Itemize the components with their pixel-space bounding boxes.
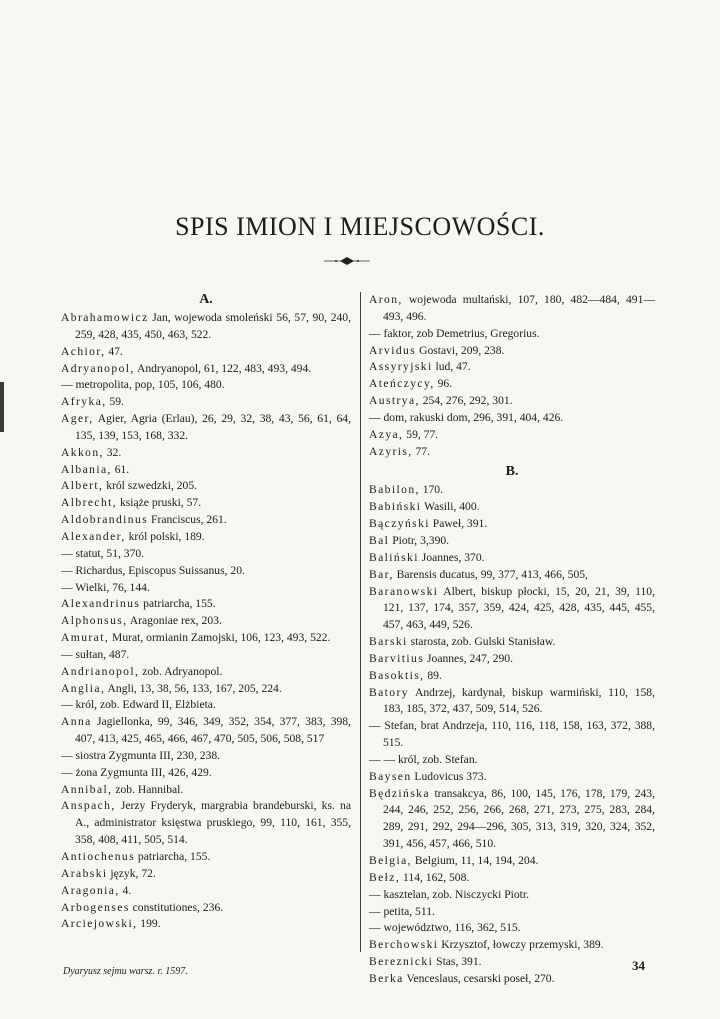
index-entry xyxy=(61,714,351,748)
scan-edge-mark xyxy=(0,382,4,432)
index-entry xyxy=(61,462,351,479)
entry-headword: Arvidus xyxy=(369,343,417,357)
left-column xyxy=(61,292,351,933)
index-entry xyxy=(369,343,655,360)
entry-text: Albert, biskup płocki, 15, 20, 21, 39, 110, 121, 137, 174, 357, 359, 424, 425, 428, 435, 445, 455, 457, 463, 449, 526. xyxy=(383,584,655,632)
entry-text: 61. xyxy=(111,462,130,476)
entry-text: Piotr, 3,390. xyxy=(389,533,450,547)
index-entry xyxy=(369,887,655,904)
entry-headword: Albert, xyxy=(61,479,104,493)
entry-headword: Basoktis, xyxy=(369,668,425,682)
entry-text: Jan, wojewoda smoleński 56, 57, 90, 240, 259, 428, 435, 450, 463, 522. xyxy=(75,311,351,341)
entry-text: lud, 47. xyxy=(432,360,471,374)
entry-text: 77. xyxy=(412,444,430,458)
index-entry xyxy=(369,292,655,326)
entry-text: — Wielki, 76, 144. xyxy=(61,580,150,594)
entry-text: wojewoda multański, 107, 180, 482—484, 491—493, 496. xyxy=(383,293,655,323)
entry-headword: Bączyński xyxy=(369,517,430,531)
entry-headword: Anglia, xyxy=(61,681,106,695)
entry-headword: Achior, xyxy=(61,344,106,358)
entry-headword: Batory xyxy=(369,685,409,699)
index-entry xyxy=(61,866,351,883)
index-entry xyxy=(369,971,655,988)
entry-text: Wasili, 400. xyxy=(421,500,480,514)
entry-text: — Stefan, brat Andrzeja, 110, 116, 118, 158, 163, 372, 388, 515. xyxy=(369,719,655,750)
index-entry xyxy=(369,685,655,719)
column-divider xyxy=(360,292,361,952)
entry-text: Venceslaus, cesarski poseł, 270. xyxy=(403,971,555,985)
entry-headword: Abrahamowicz xyxy=(61,311,149,324)
index-entry xyxy=(61,529,351,546)
index-entry xyxy=(61,916,351,933)
entry-text: Joannes, 370. xyxy=(418,550,485,564)
entry-headword: Albania, xyxy=(61,462,112,476)
entry-text: 59. xyxy=(106,395,124,409)
index-entry xyxy=(369,533,655,550)
entry-text: 89. xyxy=(424,668,442,682)
entries-right-b xyxy=(369,482,655,987)
entry-headword: Barvitius xyxy=(369,651,425,665)
entry-text: Murat, ormianin Zamojski, 106, 123, 493, 522. xyxy=(109,631,331,645)
entry-headword: Bełz, xyxy=(369,870,401,884)
entry-headword: Baranowski xyxy=(369,584,439,598)
entry-headword: Alphonsus, xyxy=(61,614,128,628)
entry-text: starosta, zob. Gulski Stanisław. xyxy=(407,635,556,649)
index-entry xyxy=(61,798,351,849)
index-entry xyxy=(369,444,655,461)
entry-text: 254, 276, 292, 301. xyxy=(419,394,513,408)
entry-text: Paweł, 391. xyxy=(429,517,488,531)
entry-text: król szwedzki, 205. xyxy=(103,479,198,493)
index-entry xyxy=(369,326,655,343)
entry-text: Joannes, 247, 290. xyxy=(424,651,513,665)
index-entry xyxy=(369,786,655,853)
entry-text: Ludovicus 373. xyxy=(411,769,487,783)
entry-text: zob. Adryanopol. xyxy=(139,664,223,678)
entry-headword: Aron, xyxy=(369,293,403,306)
entry-headword: Bal xyxy=(369,533,390,547)
entry-headword: Akkon, xyxy=(61,445,104,459)
index-entry xyxy=(369,393,655,410)
index-entry xyxy=(61,647,351,664)
index-entry xyxy=(61,748,351,765)
index-entry xyxy=(369,567,655,584)
page-number: 34 xyxy=(632,958,645,973)
index-entry xyxy=(61,681,351,698)
entries-right-a xyxy=(369,292,655,460)
index-entry xyxy=(369,920,655,937)
entry-text: 4. xyxy=(119,883,132,897)
entry-headword: Ateńczycy, xyxy=(369,377,435,391)
index-entry xyxy=(61,310,351,344)
entry-headword: Assyryjski xyxy=(369,360,433,374)
index-entry xyxy=(61,782,351,799)
index-entry xyxy=(61,697,351,714)
entry-text: patriarcha, 155. xyxy=(135,850,211,863)
index-entry xyxy=(369,634,655,651)
index-entry xyxy=(61,512,351,529)
entry-headword: Arciejowski, xyxy=(61,917,138,931)
entry-headword: Berka xyxy=(369,971,404,985)
entry-text: 59, 77. xyxy=(403,427,439,441)
entry-headword: Adryanopol, xyxy=(61,361,135,375)
entry-text: — faktor, zob Demetrius, Gregorius. xyxy=(369,326,540,340)
entry-text: 114, 162, 508. xyxy=(400,870,470,884)
index-entry xyxy=(369,482,655,499)
entry-headword: Arbogenses xyxy=(61,900,130,914)
index-entry xyxy=(61,883,351,900)
entry-text: 32. xyxy=(103,445,122,459)
index-entry xyxy=(369,359,655,376)
entry-text: — dom, rakuski dom, 296, 391, 404, 426. xyxy=(369,410,564,424)
entry-headword: Belgia, xyxy=(369,854,412,867)
entry-text: Stas, 391. xyxy=(433,955,482,969)
index-entry xyxy=(369,410,655,427)
index-entry xyxy=(369,651,655,668)
entry-text: Agier, Agria (Erlau), 26, 29, 32, 38, 43, 56, 61, 64, 135, 139, 153, 168, 332. xyxy=(75,412,351,442)
entry-headword: Barski xyxy=(369,635,408,649)
index-entry xyxy=(369,550,655,567)
entries-left xyxy=(61,310,351,933)
entry-text: constitutiones, 236. xyxy=(129,900,224,914)
index-entry xyxy=(61,344,351,361)
source-footnote: Dyaryusz sejmu warsz. r. 1597. xyxy=(63,966,188,977)
ornament-divider xyxy=(322,256,372,266)
index-entry xyxy=(369,853,655,870)
entry-headword: Austrya, xyxy=(369,394,420,408)
entry-text: 199. xyxy=(137,917,161,931)
index-entry xyxy=(369,499,655,516)
entry-text: Belgium, 11, 14, 194, 204. xyxy=(411,854,539,867)
index-entry xyxy=(61,495,351,512)
entry-text: — województwo, 116, 362, 515. xyxy=(369,921,521,935)
entry-headword: Ager, xyxy=(61,412,94,426)
entry-text: 170. xyxy=(419,483,443,497)
index-entry xyxy=(61,445,351,462)
entry-text: Barensis ducatus, 99, 377, 413, 466, 505, xyxy=(393,567,588,581)
entry-headword: Andrianopol, xyxy=(61,664,140,678)
entry-headword: Arabski xyxy=(61,866,108,880)
entry-text: Gostavi, 209, 238. xyxy=(416,343,505,357)
index-entry xyxy=(369,752,655,769)
index-entry xyxy=(61,411,351,445)
index-entry xyxy=(369,376,655,393)
entry-headword: Bar, xyxy=(369,567,394,581)
index-entry xyxy=(61,580,351,597)
page-title: SPIS IMION I MIEJSCOWOŚCI. xyxy=(175,212,545,241)
index-entry xyxy=(61,613,351,630)
entry-text: — — król, zob. Stefan. xyxy=(369,752,478,766)
index-entry xyxy=(61,394,351,411)
entry-headword: Aldobrandinus xyxy=(61,513,149,527)
entry-headword: Afryka, xyxy=(61,395,107,409)
index-entry xyxy=(369,904,655,921)
entry-headword: Azyris, xyxy=(369,444,413,458)
index-entry xyxy=(369,870,655,887)
entry-text: transakcya, 86, 100, 145, 176, 178, 179, 243, 244, 246, 252, 256, 266, 268, 271, 273, 275, 283, 284, 289, 291, 292, 294—296, 305, 313, 319, 320, 324, 352, 391, 456, 457, 466, 510. xyxy=(383,786,655,851)
entry-text: — król, zob. Edward II, Elżbieta. xyxy=(61,698,216,712)
entry-text: 96. xyxy=(434,377,453,391)
entry-text: 47. xyxy=(105,344,123,358)
entry-text: — żona Zygmunta III, 426, 429. xyxy=(61,765,212,779)
index-entry xyxy=(369,937,655,954)
index-entry xyxy=(369,584,655,635)
index-entry xyxy=(61,596,351,613)
entry-text: patriarcha, 155. xyxy=(140,597,216,611)
index-entry xyxy=(61,900,351,917)
entry-headword: Babilon, xyxy=(369,483,420,497)
index-entry xyxy=(369,769,655,786)
entry-text: Jagiellonka, 99, 346, 349, 352, 354, 377, 383, 398, 407, 413, 425, 465, 466, 467, 470, 505, 506, 508, 517 xyxy=(75,715,351,746)
entry-headword: Baliński xyxy=(369,550,419,564)
index-entry xyxy=(369,427,655,444)
entry-text: Angli, 13, 38, 56, 133, 167, 205, 224. xyxy=(105,681,282,695)
index-entry xyxy=(61,630,351,647)
entry-text: zob. Hannibal. xyxy=(112,782,184,796)
entry-text: — sułtan, 487. xyxy=(61,647,130,661)
index-entry xyxy=(61,765,351,782)
entry-headword: Alexander, xyxy=(61,529,126,543)
index-entry xyxy=(369,516,655,533)
index-entry xyxy=(61,546,351,563)
index-entry xyxy=(61,478,351,495)
index-entry xyxy=(61,377,351,394)
entry-headword: Babiński xyxy=(369,500,422,514)
entry-text: — Richardus, Episcopus Suissanus, 20. xyxy=(61,563,245,577)
right-column xyxy=(369,292,655,988)
index-entry xyxy=(61,563,351,580)
entry-headword: Anspach, xyxy=(61,799,116,813)
section-letter-b: B. xyxy=(505,464,519,480)
section-letter-a: A. xyxy=(199,292,213,307)
entry-text: Jerzy Fryderyk, margrabia brandeburski, ks. na A., administrator księstwa pruskiego, 99, 110, 161, 355, 358, 408, 411, 505, 514. xyxy=(75,799,351,847)
entry-text: — statut, 51, 370. xyxy=(61,546,145,560)
index-entry xyxy=(61,849,351,866)
index-entry xyxy=(369,718,655,752)
entry-headword: Bereznicki xyxy=(369,955,434,969)
entry-headword: Baysen xyxy=(369,769,412,783)
entry-text: Andrzej, kardynał, biskup warmiński, 110, 158, 183, 185, 372, 437, 509, 514, 526. xyxy=(383,685,655,716)
entry-text: Andryanopol, 61, 122, 483, 493, 494. xyxy=(134,361,312,375)
entry-headword: Azya, xyxy=(369,427,404,441)
index-entry xyxy=(61,361,351,378)
entry-headword: Annibal, xyxy=(61,782,113,796)
entry-headword: Aragonia, xyxy=(61,883,120,897)
entry-text: — petita, 511. xyxy=(369,904,435,918)
entry-text: język, 72. xyxy=(107,866,156,880)
index-entry xyxy=(61,664,351,681)
entry-text: Krzysztof, łowczy przemyski, 389. xyxy=(438,938,604,952)
index-entry xyxy=(369,668,655,685)
entry-headword: Albrecht, xyxy=(61,496,118,510)
entry-text: król polski, 189. xyxy=(125,529,205,543)
entry-text: — kasztelan, zob. Nisczycki Piotr. xyxy=(369,887,530,901)
entry-headword: Będzińska xyxy=(369,786,430,800)
entry-headword: Amurat, xyxy=(61,631,110,645)
entry-text: Aragoniae rex, 203. xyxy=(127,614,222,628)
entry-text: książe pruski, 57. xyxy=(117,496,202,510)
index-entry xyxy=(369,954,655,971)
entry-headword: Anna xyxy=(61,715,92,729)
entry-headword: Berchowski xyxy=(369,938,439,952)
entry-text: — siostra Zygmunta III, 230, 238. xyxy=(61,748,221,762)
entry-headword: Alexandrinus xyxy=(61,597,141,611)
entry-headword: Antiochenus xyxy=(61,850,136,863)
entry-text: Franciscus, 261. xyxy=(148,513,227,527)
entry-text: — metropolita, pop, 105, 106, 480. xyxy=(61,378,225,392)
